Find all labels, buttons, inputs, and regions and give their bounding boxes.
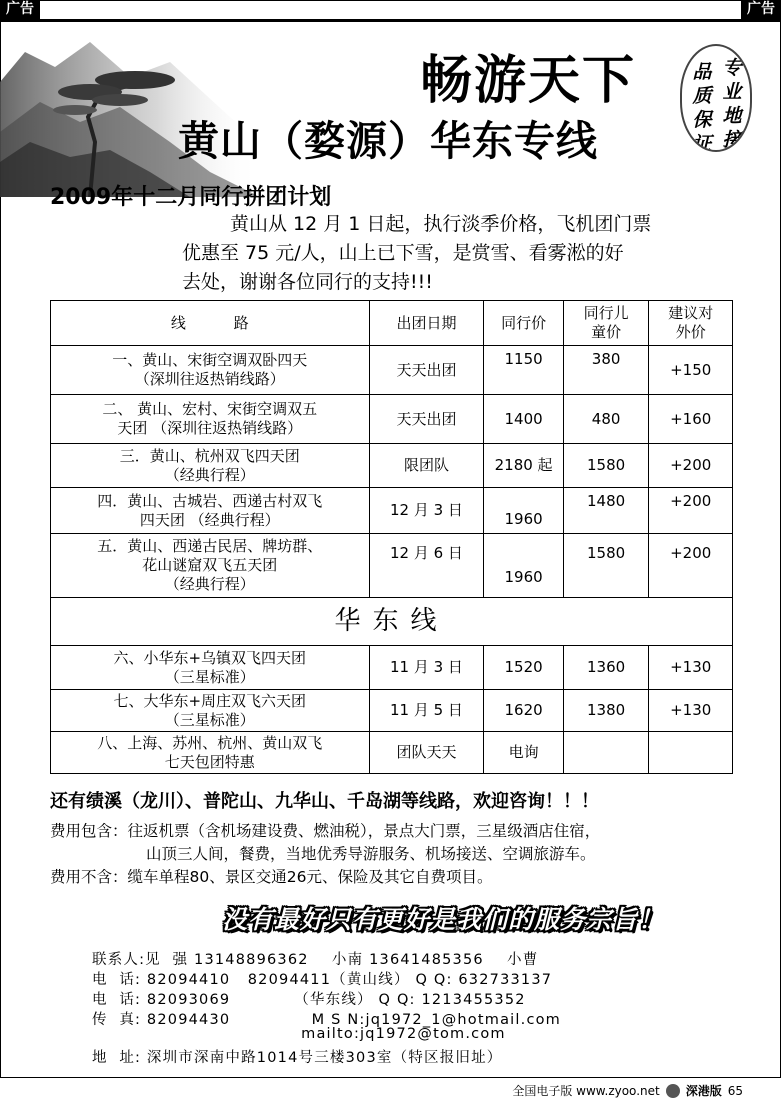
date-cell: 限团队	[369, 444, 484, 488]
notice-line: 优惠至 75 元/人，山上已下雪，是赏雪、看雾淞的好	[182, 242, 624, 264]
child-price-cell	[563, 732, 649, 774]
header-suggested-price	[649, 301, 733, 346]
header-child-line: 童价	[591, 323, 622, 341]
route-cell	[51, 395, 370, 444]
page-number: 65	[727, 1083, 743, 1098]
service-slogan: 没有最好只有更好是我们的服务宗旨！	[222, 905, 665, 934]
suggested-price-cell: +130	[649, 646, 733, 690]
section-label: 华东线	[51, 598, 733, 646]
header-child-price	[563, 301, 649, 346]
route-line: 八、上海、苏州、杭州、黄山双飞	[97, 733, 323, 752]
header-date: 出团日期	[369, 301, 484, 346]
child-price-cell: 1580	[563, 444, 649, 488]
table-row	[51, 488, 733, 534]
route-line: （经典行程）	[164, 575, 255, 593]
date-cell: 11 月 3 日	[369, 646, 484, 690]
suggested-price-cell: +200	[649, 444, 733, 488]
page-footer	[512, 1082, 743, 1099]
suggested-price-cell: +200	[649, 488, 733, 534]
table-row	[51, 534, 733, 598]
quality-seal	[680, 44, 752, 152]
table-header-row	[51, 301, 733, 346]
seal-char: 保	[692, 109, 712, 131]
publication-logo-icon	[666, 1084, 680, 1098]
table-row	[51, 444, 733, 488]
route-line: 四．黄山、古城岩、西递古村双飞	[97, 491, 323, 510]
route-cell	[51, 732, 370, 774]
headline-secondary: 黄山（婺源）华东专线	[178, 117, 598, 165]
price-cell: 1620	[484, 690, 563, 732]
suggested-price-cell	[649, 732, 733, 774]
child-price-cell: 480	[563, 395, 649, 444]
price-cell: 电询	[484, 732, 563, 774]
route-line: 四天团 （经典行程）	[139, 510, 280, 529]
date-cell: 天天出团	[369, 346, 484, 395]
contact-line: 地 址: 深圳市深南中路1014号三楼303室（特区报旧址）	[92, 1050, 503, 1066]
notice-line: 去处，谢谢各位同行的支持!!!	[182, 271, 433, 293]
date-cell: 12 月 3 日	[369, 488, 484, 534]
route-line: 花山谜窟双飞五天团	[142, 556, 278, 574]
fee-include-line: 山顶三人间，餐费，当地优秀导游服务、机场接送、空调旅游车。	[146, 845, 596, 863]
seal-char: 接	[722, 129, 742, 151]
seal-char: 质	[692, 85, 712, 107]
headline-primary: 畅游天下	[420, 50, 637, 111]
table-row	[51, 346, 733, 395]
seal-char: 业	[722, 81, 742, 103]
footer-site: 全国电子版 www.zyoo.net	[512, 1084, 660, 1098]
fee-include	[50, 820, 750, 866]
seal-column-left	[690, 60, 714, 152]
contact-line: 电 话: 82093069 （华东线） Q Q: 1213455352	[92, 992, 526, 1008]
suggested-price-cell: +150	[649, 346, 733, 395]
child-price-cell: 1480	[563, 488, 649, 534]
contact-line: 联系人:见 强 13148896362 小南 13641485356 小曹	[92, 952, 539, 968]
seal-char: 品	[692, 61, 712, 83]
child-price-cell: 1380	[563, 690, 649, 732]
contact-line: mailto:jq1972@tom.com	[92, 1026, 506, 1042]
table-row	[51, 395, 733, 444]
route-line: 七天包团特惠	[164, 752, 255, 771]
price-cell: 1150	[484, 346, 563, 395]
table-row	[51, 732, 733, 774]
route-cell	[51, 346, 370, 395]
seal-char: 专	[722, 57, 742, 79]
route-line: （三星标准）	[164, 710, 255, 729]
route-cell	[51, 444, 370, 488]
price-cell: 1400	[484, 395, 563, 444]
route-line: 一、黄山、宋街空调双卧四天	[112, 351, 308, 369]
header-sug-line: 建议对	[668, 304, 714, 322]
route-cell	[51, 488, 370, 534]
price-notice	[182, 210, 742, 297]
header-route: 线 路	[51, 301, 370, 346]
child-price-cell: 1580	[563, 534, 649, 598]
child-price-cell: 1360	[563, 646, 649, 690]
table-row	[51, 646, 733, 690]
route-line: （深圳往返热销线路）	[134, 370, 285, 388]
route-line: 七、大华东+周庄双飞六天团	[113, 691, 307, 710]
route-line: 二、 黄山、宏村、宋街空调双五	[102, 400, 318, 418]
route-line: 三．黄山、杭州双飞四天团	[119, 446, 300, 465]
date-cell: 团队天天	[369, 732, 484, 774]
route-cell	[51, 646, 370, 690]
section-row	[51, 598, 733, 646]
route-line: 天团 （深圳往返热销线路）	[117, 419, 303, 437]
route-cell	[51, 534, 370, 598]
plan-title: 2009年十二月同行拼团计划	[50, 185, 332, 210]
price-cell: 1960	[484, 488, 563, 534]
suggested-price-cell: +200	[649, 534, 733, 598]
seal-char: 证	[692, 133, 712, 152]
seal-char: 地	[722, 105, 742, 127]
tour-price-table	[50, 300, 733, 774]
more-routes-line: 还有绩溪（龙川）、普陀山、九华山、千岛湖等线路，欢迎咨询！！！	[50, 791, 599, 812]
date-cell: 天天出团	[369, 395, 484, 444]
ad-tag-left: 广告	[0, 0, 40, 19]
suggested-price-cell: +130	[649, 690, 733, 732]
date-cell: 12 月 6 日	[369, 534, 484, 598]
price-cell: 1520	[484, 646, 563, 690]
table-row	[51, 690, 733, 732]
contact-line: 电 话: 82094410 82094411（黄山线） Q Q: 632733137	[92, 972, 553, 988]
notice-line: 黄山从 12 月 1 日起，执行淡季价格，飞机团门票	[230, 213, 652, 235]
route-cell	[51, 690, 370, 732]
child-price-cell: 380	[563, 346, 649, 395]
price-cell: 2180 起	[484, 444, 563, 488]
route-line: 六、小华东+乌镇双飞四天团	[113, 648, 307, 667]
fee-exclude: 费用不含：缆车单程80、景区交通26元、保险及其它自费项目。	[50, 868, 493, 886]
route-line: （三星标准）	[164, 667, 255, 686]
price-cell: 1960	[484, 534, 563, 598]
contact-line: 传 真: 82094430 M S N:jq1972_1@hotmail.com	[92, 1012, 562, 1028]
header-peer-price: 同行价	[484, 301, 563, 346]
seal-column-right	[720, 56, 744, 152]
date-cell: 11 月 5 日	[369, 690, 484, 732]
fee-include-line: 费用包含：往返机票（含机场建设费、燃油税），景点大门票，三星级酒店住宿，	[50, 822, 601, 840]
route-line: 五．黄山、西递古民居、牌坊群、	[97, 537, 323, 555]
ad-tag-right: 广告	[741, 0, 781, 19]
route-line: （经典行程）	[164, 465, 255, 484]
header-sug-line: 外价	[675, 323, 706, 341]
suggested-price-cell: +160	[649, 395, 733, 444]
header-child-line: 同行儿	[583, 304, 629, 322]
footer-edition: 深港版	[685, 1084, 722, 1098]
